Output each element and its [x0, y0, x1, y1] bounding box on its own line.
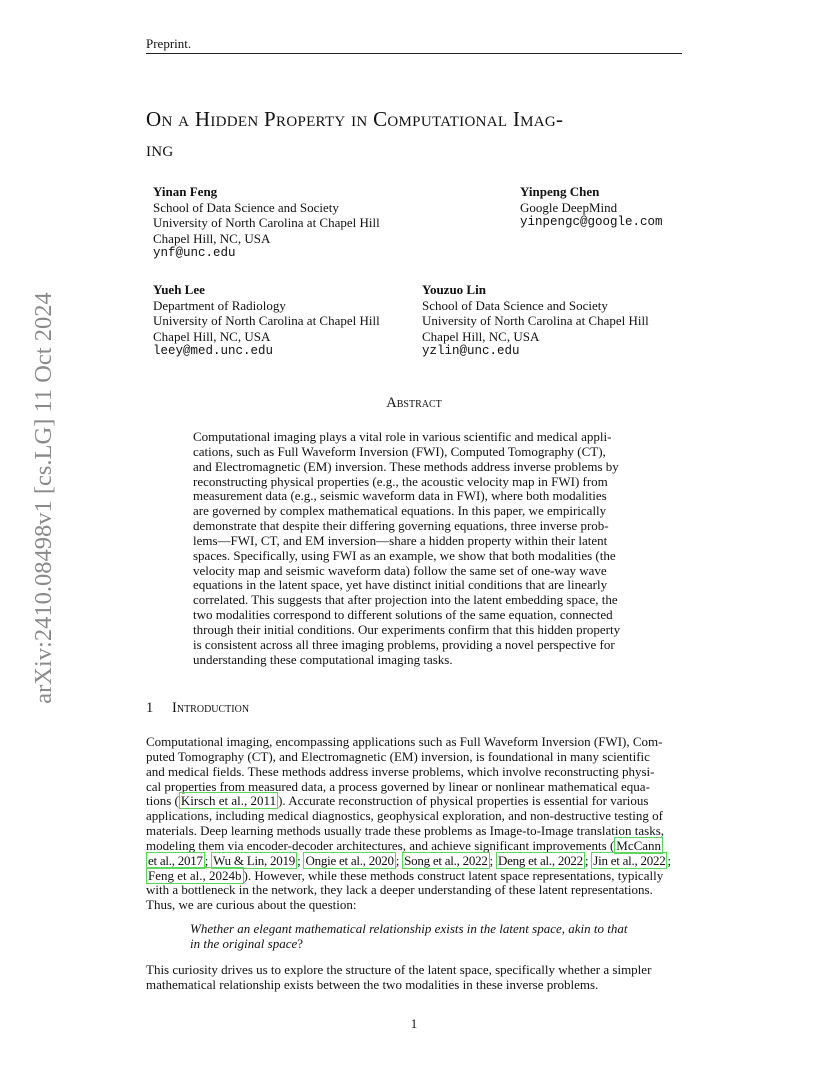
body-line: Thus, we are curious about the question: [146, 897, 357, 913]
abstract-line: equations in the latent space, yet have distinct initial conditions that are linearly [193, 577, 608, 593]
abstract-line: Computational imaging plays a vital role in various scientific and medical appli- [193, 429, 612, 444]
intro-paragraph [146, 962, 682, 992]
author-name: Yinpeng Chen [520, 184, 600, 199]
body-line: applications, including medical diagnostics, geophysical exploration, and non-destructive testing of [146, 808, 663, 824]
paper-title [146, 104, 706, 164]
author-affiliation: University of North Carolina at Chapel Hill [422, 313, 649, 328]
author-block [153, 184, 380, 262]
author-affiliation: Department of Radiology [153, 297, 286, 313]
abstract-line: lems—FWI, CT, and EM inversion—share a hidden property within their latent [193, 532, 608, 548]
body-line: puted Tomography (CT), and Electromagnetic (EM) inversion, is foundational in many scientific [146, 748, 650, 764]
author-email[interactable]: yinpengc@google.com [520, 215, 663, 229]
body-line: et al., 2017 ; Wu & Lin, 2019 ; Ongie et al., 2020 ; Song et al., 2022 ; Deng et al., 2022 ; Jin et al., 2022 ; [148, 852, 671, 868]
abstract-body [193, 430, 634, 668]
author-block [520, 184, 663, 231]
abstract-line: reconstructing physical properties (e.g., the acoustic velocity map in FWI) from [193, 473, 608, 489]
citation-link[interactable]: Kirsch et al., 2011 [180, 793, 277, 809]
abstract-line: spaces. Specifically, using FWI as an example, we show that both modalities (the [193, 547, 616, 563]
author-affiliation: Chapel Hill, NC, USA [153, 328, 271, 344]
body-line: mathematical relationship exists between the two modalities in these inverse problems. [146, 977, 599, 992]
section-number: 1 [146, 700, 154, 716]
author-affiliation: University of North Carolina at Chapel Hill [153, 215, 380, 230]
author-affiliation: University of North Carolina at Chapel Hill [153, 313, 380, 328]
abstract-line: understanding these computational imaging tasks. [193, 651, 453, 667]
author-affiliation: Google DeepMind [520, 199, 618, 215]
body-line: This curiosity drives us to explore the structure of the latent space, specifically whether a simpler [146, 962, 652, 977]
body-line: Computational imaging, encompassing applications such as Full Waveform Inversion (FWI), Com- [146, 734, 663, 749]
title-line-2: ing [146, 137, 174, 161]
body-line: modeling them via encoder-decoder architectures, and achieve significant improvements ( McCann [146, 837, 662, 853]
running-header: Preprint. [146, 36, 192, 51]
body-line: cal properties from measured data, a process governed by linear or nonlinear mathematical equa- [146, 778, 650, 794]
abstract-line: and Electromagnetic (EM) inversion. These methods address inverse problems by [193, 458, 619, 474]
author-email[interactable]: yzlin@unc.edu [422, 344, 520, 358]
abstract-heading: Abstract [386, 395, 442, 411]
citation-link[interactable]: et al., 2017 [148, 852, 203, 868]
author-email[interactable]: leey@med.unc.edu [153, 344, 274, 358]
author-block [153, 282, 380, 360]
citation-link[interactable]: Wu & Lin, 2019 [213, 852, 296, 868]
citation-link[interactable]: Feng et al., 2024b [148, 867, 242, 883]
body-line: with a bottleneck in the network, they lack a deeper understanding of these latent representations. [146, 882, 653, 898]
intro-paragraph [146, 735, 682, 913]
abstract-line: correlated. This suggests that after projection into the latent embedding space, the [193, 592, 618, 608]
research-question: Whether an elegant mathematical relationship exists in the latent space, akin to that in the original space? [190, 921, 628, 951]
title-line-1: On a Hidden Property in Computational Imag- [146, 107, 564, 131]
abstract-line: demonstrate that despite their differing governing equations, three inverse prob- [193, 518, 609, 534]
author-name: Youzuo Lin [422, 282, 486, 297]
section-heading: 1 Introduction [146, 700, 250, 716]
citation-link[interactable]: McCann [616, 837, 662, 853]
citation-link[interactable]: Deng et al., 2022 [497, 852, 583, 868]
citation-link[interactable]: Ongie et al., 2020 [305, 852, 394, 868]
header-rule [146, 53, 682, 54]
body-line: Feng et al., 2024b ). However, while these methods construct latent space representations, typically [148, 867, 664, 883]
body-line: materials. Deep learning methods usually trade these problems as Image-to-Image translation tasks, [146, 823, 665, 839]
body-line: tions ( Kirsch et al., 2011 ). Accurate reconstruction of physical properties is essential for various [146, 793, 649, 809]
abstract-line: is consistent across all three imaging problems, providing a novel perspective for [193, 636, 615, 652]
abstract-line: measurement data (e.g., seismic waveform data in FWI), where both modalities [193, 488, 607, 504]
body-line: and medical fields. These methods address inverse problems, which involve reconstructing physi- [146, 763, 655, 779]
abstract-line: two modalities correspond to different solutions of the same equation, connected [193, 607, 613, 623]
page-number: 1 [410, 1016, 418, 1031]
author-affiliation: School of Data Science and Society [422, 297, 608, 313]
abstract-line: cations, such as Full Waveform Inversion (FWI), Computed Tomography (CT), [193, 443, 606, 459]
citation-link[interactable]: Song et al., 2022 [404, 852, 488, 868]
arxiv-watermark: arXiv:2410.08498v1 [cs.LG] 11 Oct 2024 [30, 292, 57, 704]
author-name: Yueh Lee [153, 282, 205, 297]
author-affiliation: School of Data Science and Society [153, 199, 339, 215]
abstract-line: through their initial conditions. Our experiments confirm that this hidden property [193, 621, 621, 637]
author-affiliation: Chapel Hill, NC, USA [153, 230, 271, 246]
author-affiliation: Chapel Hill, NC, USA [422, 328, 540, 344]
citation-link[interactable]: Jin et al., 2022 [593, 852, 666, 868]
author-email[interactable]: ynf@unc.edu [153, 246, 236, 260]
author-block [422, 282, 649, 360]
abstract-line: are governed by complex mathematical equations. In this paper, we empirically [193, 503, 607, 519]
abstract-line: velocity map and seismic waveform data) follow the same set of one-way wave [193, 562, 607, 578]
author-name: Yinan Feng [153, 184, 218, 199]
